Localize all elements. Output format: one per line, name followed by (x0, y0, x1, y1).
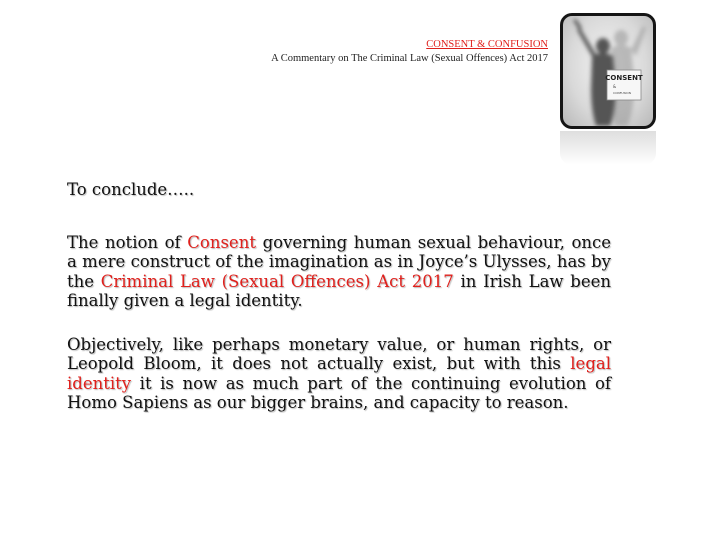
para2-text-1: Objectively, like perhaps monetary value, or human rights, or Leopold Bloom, it does not actually exist, but with this (67, 334, 611, 373)
paragraph-objectively (67, 335, 611, 413)
logo-frame (560, 13, 656, 129)
highlight-consent: Consent (187, 232, 256, 252)
consent-logo (560, 13, 656, 165)
silhouette-figure-icon (563, 16, 653, 126)
header-title: CONSENT & CONFUSION (426, 39, 548, 50)
paragraph-consent (67, 233, 611, 311)
logo-sign-amp: & (613, 84, 617, 89)
logo-sign-sub: CONFUSION (613, 91, 632, 95)
header-subtitle: A Commentary on The Criminal Law (Sexual Offences) Act 2017 (271, 53, 548, 64)
para2-text-2: it is now as much part of the continuing evolution of Homo Sapiens as our bigger brains, and capacity to reason. (67, 373, 611, 412)
logo-reflection (560, 131, 656, 165)
slide-header (271, 38, 548, 66)
slide-content (67, 180, 611, 413)
para1-text-1: The notion of (67, 232, 188, 252)
para1-text-3: in Irish Law been finally given a legal identity. (67, 271, 611, 310)
conclude-line: To conclude….. (67, 180, 195, 199)
para1-text-2: governing human sexual behaviour, once a mere construct of the imagination as in Joyce’s Ulysses, has by the (67, 232, 612, 291)
logo-sign-title: CONSENT (605, 74, 643, 82)
highlight-legal-identity: legal identity (67, 354, 611, 393)
highlight-act-name: Criminal Law (Sexual Offences) Act 2017 (100, 271, 454, 291)
